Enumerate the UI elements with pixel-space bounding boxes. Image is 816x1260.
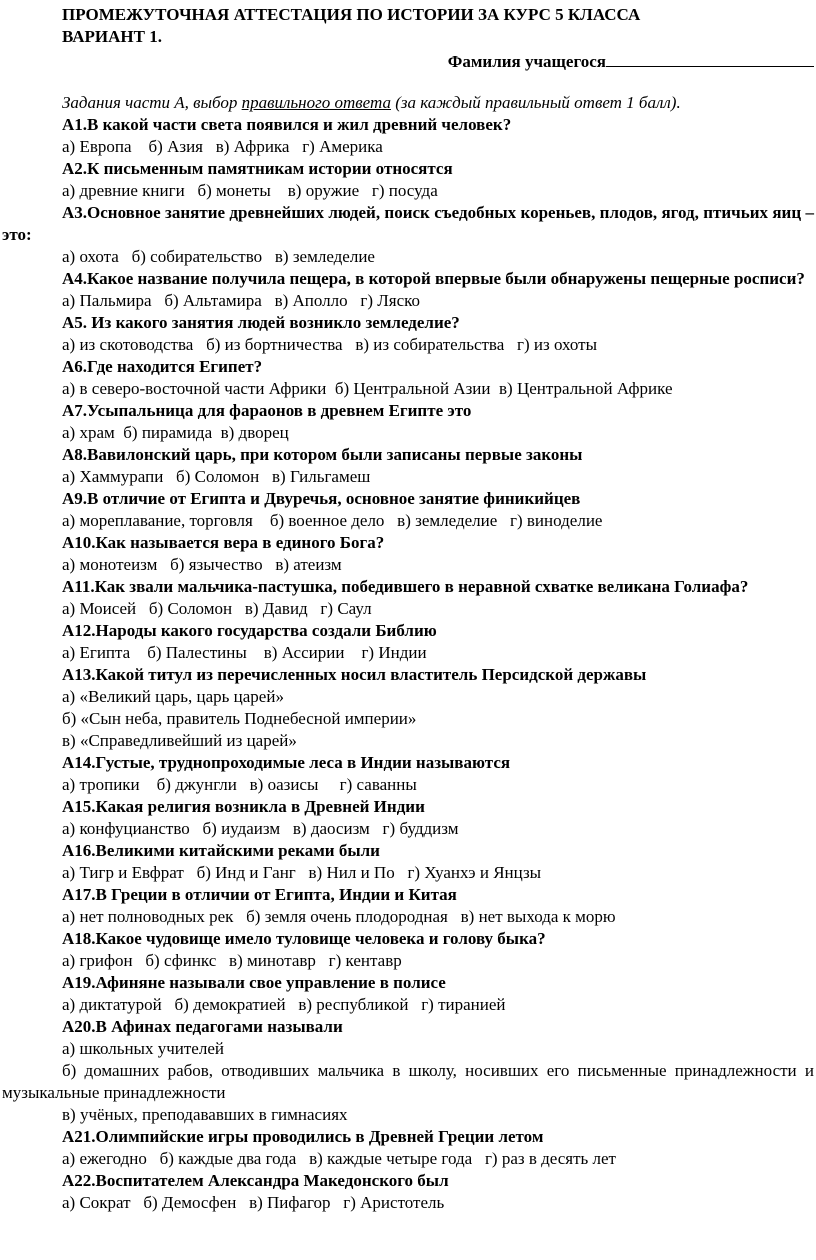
question-text: А7.Усыпальница для фараонов в древнем Египте это [62,401,472,420]
answer-options: а) нет полноводных рек б) земля очень плодородная в) нет выхода к морю [62,907,616,926]
answer-options: а) школьных учителей [62,1039,224,1058]
question-list [2,114,814,1214]
question-text: А9.В отличие от Египта и Двуречья, основное занятие финикийцев [62,489,581,508]
instructions-part-2: (за каждый правильный ответ 1 балл). [390,93,681,112]
answer-options: а) Хаммурапи б) Соломон в) Гильгамеш [62,467,371,486]
question-text: А11.Как звали мальчика-пастушка, победившего в неравной схватке великана Голиафа? [62,577,749,596]
question-text: А5. Из какого занятия людей возникло земледелие? [62,313,460,332]
question-text: А2.К письменным памятникам истории относятся [62,159,453,178]
answer-options: в) «Справедливейший из царей» [62,731,297,750]
question-text: А22.Воспитателем Александра Македонского был [62,1171,449,1190]
answer-options: а) монотеизм б) язычество в) атеизм [62,555,342,574]
answer-options: а) в северо-восточной части Африки б) Центральной Азии в) Центральной Африке [62,379,673,398]
question-text: А8.Вавилонский царь, при котором были записаны первые законы [62,445,583,464]
question-text: А15.Какая религия возникла в Древней Индии [62,797,425,816]
title-line-1: ПРОМЕЖУТОЧНАЯ АТТЕСТАЦИЯ ПО ИСТОРИИ ЗА КУРС 5 КЛАССА [62,5,641,24]
question-text: А14.Густые, труднопроходимые леса в Индии называются [62,753,511,772]
question-text: А18.Какое чудовище имело туловище человека и голову быка? [62,929,546,948]
student-name-field [2,50,814,74]
answer-options: б) «Сын неба, правитель Поднебесной империи» [62,709,417,728]
question-text: А1.В какой части света появился и жил древний человек? [62,115,512,134]
question-text: А4.Какое название получила пещера, в которой впервые были обнаружены пещерные росписи? [62,269,805,288]
answer-options: а) грифон б) сфинкс в) минотавр г) кентавр [62,951,402,970]
question-text: А20.В Афинах педагогами называли [62,1017,343,1036]
document-title [2,0,814,48]
title-line-2: ВАРИАНТ 1. [62,27,162,46]
answer-options: а) конфуцианство б) иудаизм в) даосизм г) буддизм [62,819,459,838]
question-text: А13.Какой титул из перечисленных носил властитель Персидской державы [62,665,647,684]
question-text: А21.Олимпийские игры проводились в Древней Греции летом [62,1127,544,1146]
answer-options: а) Сократ б) Демосфен в) Пифагор г) Аристотель [62,1193,445,1212]
answer-options: а) из скотоводства б) из бортничества в) из собирательства г) из охоты [62,335,598,354]
answer-options: а) охота б) собирательство в) земледелие [62,247,375,266]
answer-options: а) тропики б) джунгли в) оазисы г) саванны [62,775,417,794]
answer-options: а) Моисей б) Соломон в) Давид г) Саул [62,599,372,618]
question-text: А17.В Греции в отличии от Египта, Индии и Китая [62,885,457,904]
answer-options: а) Тигр и Евфрат б) Инд и Ганг в) Нил и По г) Хуанхэ и Янцзы [62,863,542,882]
question-text: А19.Афиняне называли свое управление в полисе [62,973,446,992]
answer-options: а) мореплавание, торговля б) военное дело в) земледелие г) виноделие [62,511,603,530]
student-name-blank[interactable] [606,50,814,67]
question-text: А12.Народы какого государства создали Библию [62,621,437,640]
question-text: А16.Великими китайскими реками были [62,841,380,860]
student-name-label: Фамилия учащегося [447,52,606,71]
answer-options: а) «Великий царь, царь царей» [62,687,284,706]
instructions [2,92,814,114]
answer-options: а) Египта б) Палестины в) Ассирии г) Индии [62,643,427,662]
answer-options: а) Европа б) Азия в) Африка г) Америка [62,137,383,156]
answer-options: а) ежегодно б) каждые два года в) каждые четыре года г) раз в десять лет [62,1149,616,1168]
answer-options: а) диктатурой б) демократией в) республикой г) тиранией [62,995,506,1014]
answer-options: а) Пальмира б) Альтамира в) Аполло г) Ляско [62,291,421,310]
answer-options: в) учёных, преподававших в гимнасиях [62,1105,348,1124]
question-text: А6.Где находится Египет? [62,357,263,376]
answer-options: б) домашних рабов, отводивших мальчика в школу, носивших его письменные принадлежности и музыкальные принадлежности [2,1061,814,1102]
instructions-underlined: правильного ответа [241,93,391,112]
instructions-part-1: Задания части А, выбор [62,93,242,112]
answer-options: а) храм б) пирамида в) дворец [62,423,289,442]
question-text: А10.Как называется вера в единого Бога? [62,533,385,552]
question-text: А3.Основное занятие древнейших людей, поиск съедобных кореньев, плодов, ягод, птичьих яиц – это: [2,203,814,244]
answer-options: а) древние книги б) монеты в) оружие г) посуда [62,181,438,200]
